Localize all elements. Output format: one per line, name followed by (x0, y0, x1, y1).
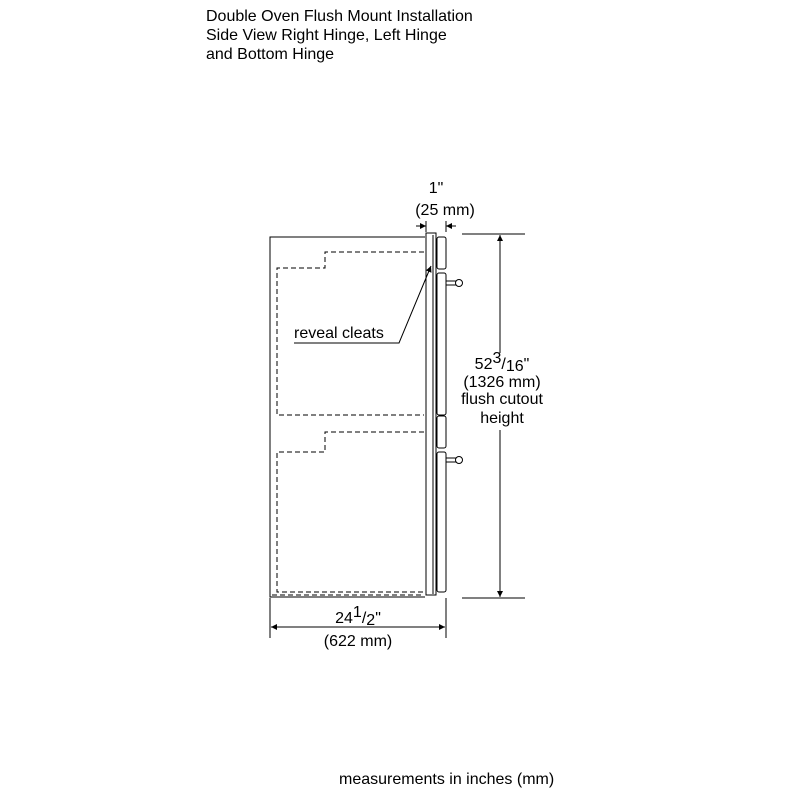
title-line-1: Double Oven Flush Mount Installation (206, 8, 473, 25)
lower-handle-knob (456, 457, 463, 464)
depth-dimension (270, 598, 446, 650)
depth-metric: (622 mm) (323, 633, 393, 650)
upper-handle-knob (456, 280, 463, 287)
cutout-height-caption-2: height (480, 410, 524, 427)
title-line-2: Side View Right Hinge, Left Hinge (206, 27, 447, 44)
measurement-units-note: measurements in inches (mm) (339, 771, 555, 788)
door-depth-metric: (25 mm) (415, 202, 475, 219)
door-depth-dimension (415, 180, 475, 232)
lower-oven-outline (277, 432, 424, 592)
upper-control-panel (437, 237, 446, 269)
cutout-height-dimension (461, 234, 543, 598)
depth-imperial: 241/2" (335, 604, 381, 629)
door-depth-imperial: 1" (428, 180, 444, 197)
lower-control-panel (437, 416, 446, 448)
oven-front-frame (426, 233, 436, 595)
cutout-height-metric: (1326 mm) (463, 374, 541, 391)
title-line-3: and Bottom Hinge (206, 46, 335, 63)
reveal-cleats-label: reveal cleats (294, 325, 384, 342)
lower-door (437, 452, 446, 592)
upper-door (437, 273, 446, 415)
cutout-height-imperial: 523/16" (474, 350, 530, 375)
oven-body-outline (272, 252, 424, 595)
oven-doors (437, 237, 446, 592)
reveal-cleats-callout (294, 266, 431, 343)
cutout-height-caption-1: flush cutout (461, 391, 543, 408)
door-handles (446, 280, 463, 464)
cabinet-outline (270, 237, 425, 597)
